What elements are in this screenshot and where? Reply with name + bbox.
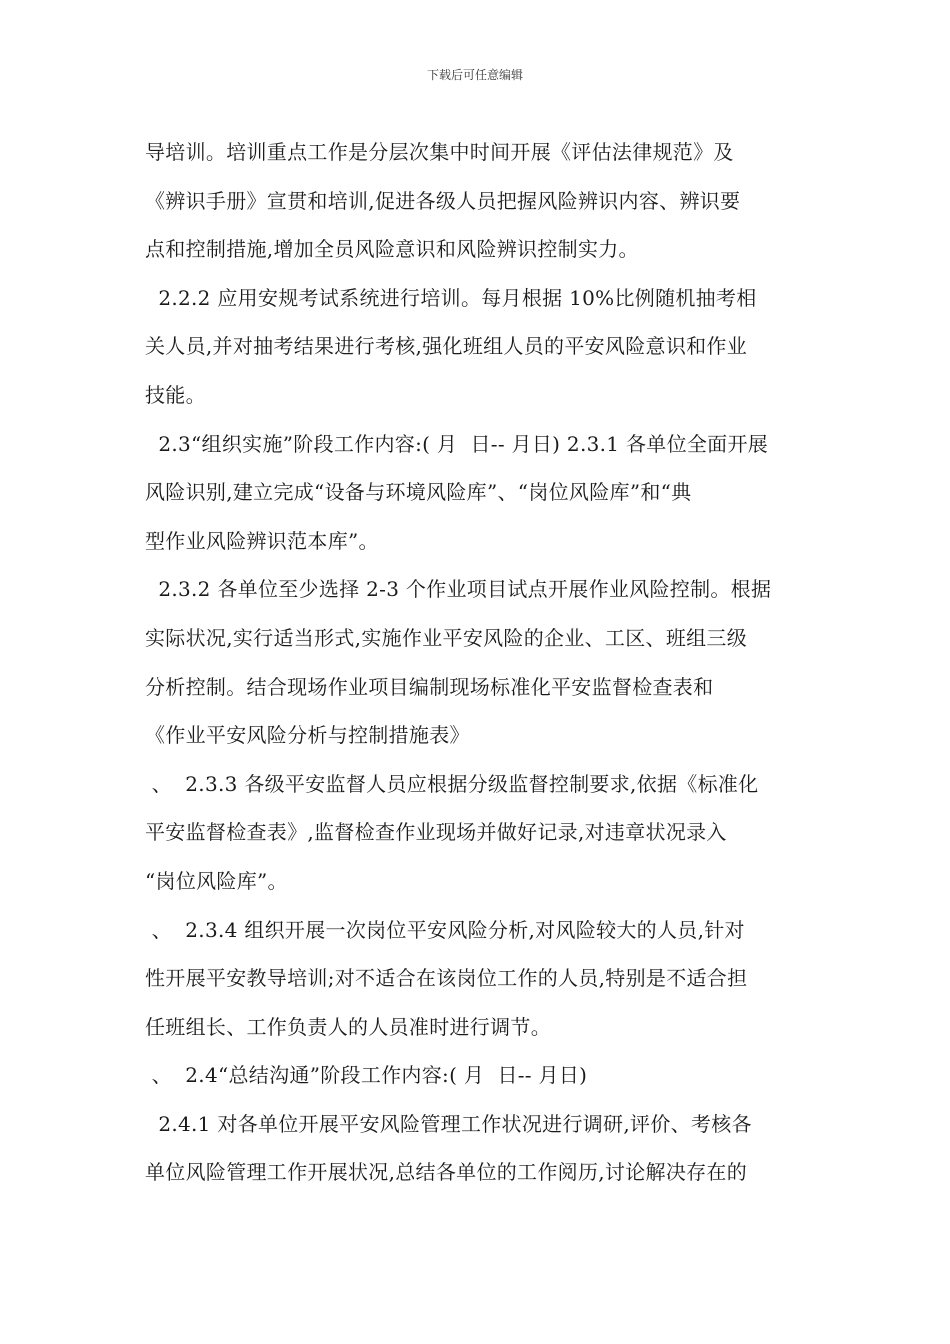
text-line: 分析控制。结合现场作业项目编制现场标准化平安监督检查表和 [145, 674, 714, 699]
text-line: 2.2.2 应用安规考试系统进行培训。每月根据 10%比例随机抽考相 [145, 285, 757, 310]
text-line: 2.3“组织实施”阶段工作内容:( 月 日-- 月日) 2.3.1 各单位全面开展 [145, 431, 769, 456]
text-line: 、 2.3.4 组织开展一次岗位平安风险分析,对风险较大的人员,针对 [145, 917, 745, 942]
text-line: 导培训。培训重点工作是分层次集中时间开展《评估法律规范》及 [145, 140, 734, 164]
text-line: 平安监督检查表》,监督检查作业现场并做好记录,对违章状况录入 [145, 820, 727, 845]
text-line: 技能。 [145, 382, 206, 407]
text-line: 单位风险管理工作开展状况,总结各单位的工作阅历,讨论解决存在的 [145, 1160, 748, 1185]
text-line: 《作业平安风险分析与控制措施表》 [145, 723, 470, 748]
text-line: 2.4.1 对各单位开展平安风险管理工作状况进行调研,评价、考核各 [145, 1111, 752, 1136]
page-header: 下载后可任意编辑 [426, 68, 523, 82]
text-line: 《辨识手册》宣贯和培训,促进各级人员把握风险辨识内容、辨识要 [145, 188, 741, 213]
document-body [145, 128, 810, 1197]
text-line: 2.3.2 各单位至少选择 2-3 个作业项目试点开展作业风险控制。根据 [145, 577, 772, 602]
text-line: 、 2.4“总结沟通”阶段工作内容:( 月 日-- 月日) [145, 1063, 588, 1088]
text-line: 实际状况,实行适当形式,实施作业平安风险的企业、工区、班组三级 [145, 625, 748, 650]
text-line: 点和控制措施,增加全员风险意识和风险辨识控制实力。 [145, 237, 639, 262]
text-line: 、 2.3.3 各级平安监督人员应根据分级监督控制要求,依据《标准化 [145, 771, 759, 796]
text-line: 性开展平安教导培训;对不适合在该岗位工作的人员,特别是不适合担 [145, 966, 748, 991]
text-line: 风险识别,建立完成“设备与环境风险库”、“岗位风险库”和“典 [145, 480, 692, 505]
text-line: 关人员,并对抽考结果进行考核,强化班组人员的平安风险意识和作业 [145, 334, 748, 359]
text-line: “岗位风险库”。 [145, 868, 288, 893]
text-line: 型作业风险辨识范本库”。 [145, 528, 379, 553]
text-line: 任班组长、工作负责人的人员准时进行调节。 [145, 1014, 551, 1039]
